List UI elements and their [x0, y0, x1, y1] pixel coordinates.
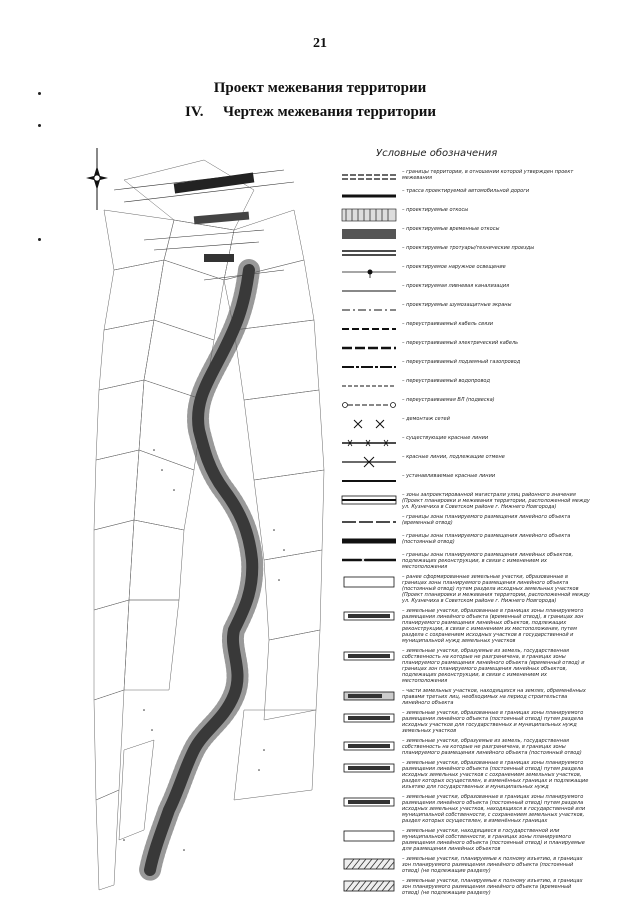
legend-item-text: – проектируемое наружное освещение — [402, 264, 506, 270]
legend-symbol-icon — [340, 341, 398, 355]
legend-item-text: – границы зоны планируемого размещения линейного объекта (временный отвод) — [402, 514, 571, 526]
legend-symbol-icon — [340, 265, 398, 279]
legend-symbol-icon — [340, 417, 398, 431]
legend-item — [340, 340, 590, 355]
legend-item — [340, 207, 590, 222]
legend-symbol-icon — [340, 795, 398, 809]
legend-symbol-icon — [340, 208, 398, 222]
cadastral-map — [84, 150, 344, 895]
legend-item — [340, 492, 590, 510]
legend-symbol-icon — [340, 609, 398, 623]
legend-symbol-icon — [340, 829, 398, 843]
legend-symbol-icon — [340, 455, 398, 469]
legend-symbol-icon — [340, 303, 398, 317]
legend-item — [340, 828, 590, 852]
legend-item-text: – переустраиваемая ВЛ (подвеска) — [402, 397, 495, 403]
legend-symbol-icon — [340, 575, 398, 589]
legend-item-text: – проектируемые откосы — [402, 207, 469, 213]
legend-symbol-icon — [340, 879, 398, 893]
legend-item-text: – зоны запроектированной магистрали улиц районного значения (Проект планировки и межевания территории, расположенной между ул. Кузнечиха в Советском районе г. Нижнего Новгорода) — [402, 492, 590, 510]
legend-item-text: – устанавливаемые красные линии — [402, 473, 496, 479]
legend-item-text: – границы зоны планируемого размещения линейного объекта (постоянный отвод) — [402, 533, 571, 545]
legend-item-text: – границы территории, в отношении которой утвержден проект межевания — [402, 169, 574, 181]
legend-item-text: – переустраиваемый кабель связи — [402, 321, 494, 327]
legend-item-text: – демонтаж сетей — [402, 416, 450, 422]
legend-item — [340, 169, 590, 184]
legend-item — [340, 710, 590, 734]
legend — [340, 148, 590, 900]
margin-dot — [38, 92, 41, 95]
legend-item-text: – проектируемые тротуары/технические проезды — [402, 245, 535, 251]
legend-item — [340, 608, 590, 644]
legend-symbol-icon — [340, 189, 398, 203]
legend-symbol-icon — [340, 493, 398, 507]
legend-item-text: – земельные участки, образуемые из земель, государственная собственность на которые не разграничена, в границах зоны планируемого размещения линейного объекта (временный отвод) и границах зон планируемого размещения линейных объектов, подлежащих реконструкции, в связи с изменением их местоположения — [402, 648, 585, 684]
legend-item-text: – существующие красные линии — [402, 435, 489, 441]
legend-item-text: – земельные участки, планируемые к полному изъятию, в границах зон планируемого размещения линейного объекта (постоянный отвод) (не подлежащие разделу) — [402, 856, 583, 874]
legend-item — [340, 552, 590, 570]
legend-item — [340, 454, 590, 469]
legend-symbol-icon — [340, 649, 398, 663]
legend-item-text: – проектируемые временные откосы — [402, 226, 500, 232]
legend-item-text: – проектируемые шумозащитные экраны — [402, 302, 512, 308]
legend-item — [340, 321, 590, 336]
legend-item-text: – части земельных участков, находящихся на землях, обременённых правами третьих лиц, необходимых на период строительства линейного объекта — [402, 688, 586, 706]
legend-symbol-icon — [340, 284, 398, 298]
legend-symbol-icon — [340, 515, 398, 529]
legend-item-text: – земельные участки, находящиеся в государственной или муниципальной собственности, в границах зоны планируемого размещения линейного объекта (постоянный отвод) и планируемые для размещения линейных объектов — [402, 828, 585, 852]
map-drawing — [84, 150, 344, 895]
legend-item-text: – ранее сформированные земельные участки, образованные в границах зоны планируемого размещения линейного объекта (постоянный отвод) путем раздела исходных земельных участков (Проект планировки и межевания территории, расположенной между ул. Кузнечиха в Советском районе г. Нижнего Новгорода) — [402, 574, 590, 604]
legend-item — [340, 264, 590, 279]
legend-item-text: – земельные участки, образуемые из земель, государственная собственность на которые не разграничена, в границах зоны планируемого размещения линейного объекта (постоянный отвод) — [402, 738, 582, 756]
legend-item — [340, 533, 590, 548]
legend-item — [340, 738, 590, 756]
legend-item — [340, 359, 590, 374]
section-title: Чертеж межевания территории — [223, 104, 437, 120]
legend-item — [340, 688, 590, 706]
margin-dot — [38, 238, 41, 241]
legend-title: Условные обозначения — [376, 148, 498, 159]
legend-symbol-icon — [340, 553, 398, 567]
legend-item-text: – границы зоны планируемого размещения линейных объектов, подлежащих реконструкции, в связи с изменением их местоположения — [402, 552, 574, 570]
legend-symbol-icon — [340, 739, 398, 753]
legend-item — [340, 574, 590, 604]
legend-item — [340, 435, 590, 450]
legend-item-text: – красные линии, подлежащие отмене — [402, 454, 505, 460]
legend-symbol-icon — [340, 398, 398, 412]
legend-item-text: – земельные участки, образованные в границах зоны планируемого размещения линейного объекта (постоянный отвод) путем раздела исходных земельных участков с сохранением земельных участков, раздел которых осуществлен, в изменённых границах и подлежащие изъятию для государственных и муниципальных нужд — [402, 760, 589, 790]
page-number: 21 — [313, 36, 327, 51]
legend-list — [340, 169, 590, 896]
legend-item-text: – земельные участки, образованные в границах зоны планируемого размещения линейного объекта (постоянный отвод) путем раздела исходных участков для государственных и муниципальных нужд земельных участков — [402, 710, 584, 734]
legend-item — [340, 302, 590, 317]
margin-dot — [38, 124, 41, 127]
legend-symbol-icon — [340, 711, 398, 725]
legend-item — [340, 794, 590, 824]
section-number: IV. — [185, 104, 204, 120]
legend-symbol-icon — [340, 857, 398, 871]
legend-item-text: – переустраиваемый водопровод — [402, 378, 490, 384]
legend-symbol-icon — [340, 474, 398, 488]
legend-item — [340, 473, 590, 488]
legend-item — [340, 397, 590, 412]
legend-item — [340, 878, 590, 896]
legend-symbol-icon — [340, 761, 398, 775]
legend-item — [340, 226, 590, 241]
legend-item — [340, 514, 590, 529]
legend-item — [340, 283, 590, 298]
legend-symbol-icon — [340, 322, 398, 336]
legend-item — [340, 188, 590, 203]
legend-item-text: – земельные участки, образованные в границах зоны планируемого размещения линейного объекта (постоянный отвод) путем раздела исходных земельных участков, находящихся в государственной или муниципальной собственности, с сохранением земельных участков, раздел которых осуществлен, в изменённых границах — [402, 794, 586, 824]
legend-symbol-icon — [340, 379, 398, 393]
legend-symbol-icon — [340, 534, 398, 548]
legend-item — [340, 245, 590, 260]
legend-item-text: – проектируемая ливневая канализация — [402, 283, 510, 289]
legend-item-text: – переустраиваемый электрический кабель — [402, 340, 519, 346]
legend-symbol-icon — [340, 170, 398, 184]
legend-symbol-icon — [340, 246, 398, 260]
legend-item — [340, 378, 590, 393]
section-heading — [185, 104, 436, 121]
legend-symbol-icon — [340, 360, 398, 374]
legend-item-text: – переустраиваемый подземный газопровод — [402, 359, 521, 365]
legend-item-text: – земельные участки, планируемые к полному изъятию, в границах зон планируемого размещения линейного объекта (временный отвод) (не подлежащие разделу) — [402, 878, 583, 896]
legend-symbol-icon — [340, 689, 398, 703]
legend-item — [340, 648, 590, 684]
legend-item — [340, 416, 590, 431]
legend-symbol-icon — [340, 436, 398, 450]
legend-item-text: – земельные участки, образованные в границах зоны планируемого размещения линейного объекта (временный отвод), в границах зон планируемого размещения линейных объектов, подлежащих реконструкции, в связи с изменением их местоположения, путем раздела с сохранением исходных участков в государственной и муниципальной нужд земельных участков — [402, 608, 584, 644]
legend-item-text: – трасса проектируемой автомобильной дороги — [402, 188, 530, 194]
document-title: Проект межевания территории — [213, 80, 427, 96]
legend-symbol-icon — [340, 227, 398, 241]
legend-item — [340, 760, 590, 790]
legend-item — [340, 856, 590, 874]
